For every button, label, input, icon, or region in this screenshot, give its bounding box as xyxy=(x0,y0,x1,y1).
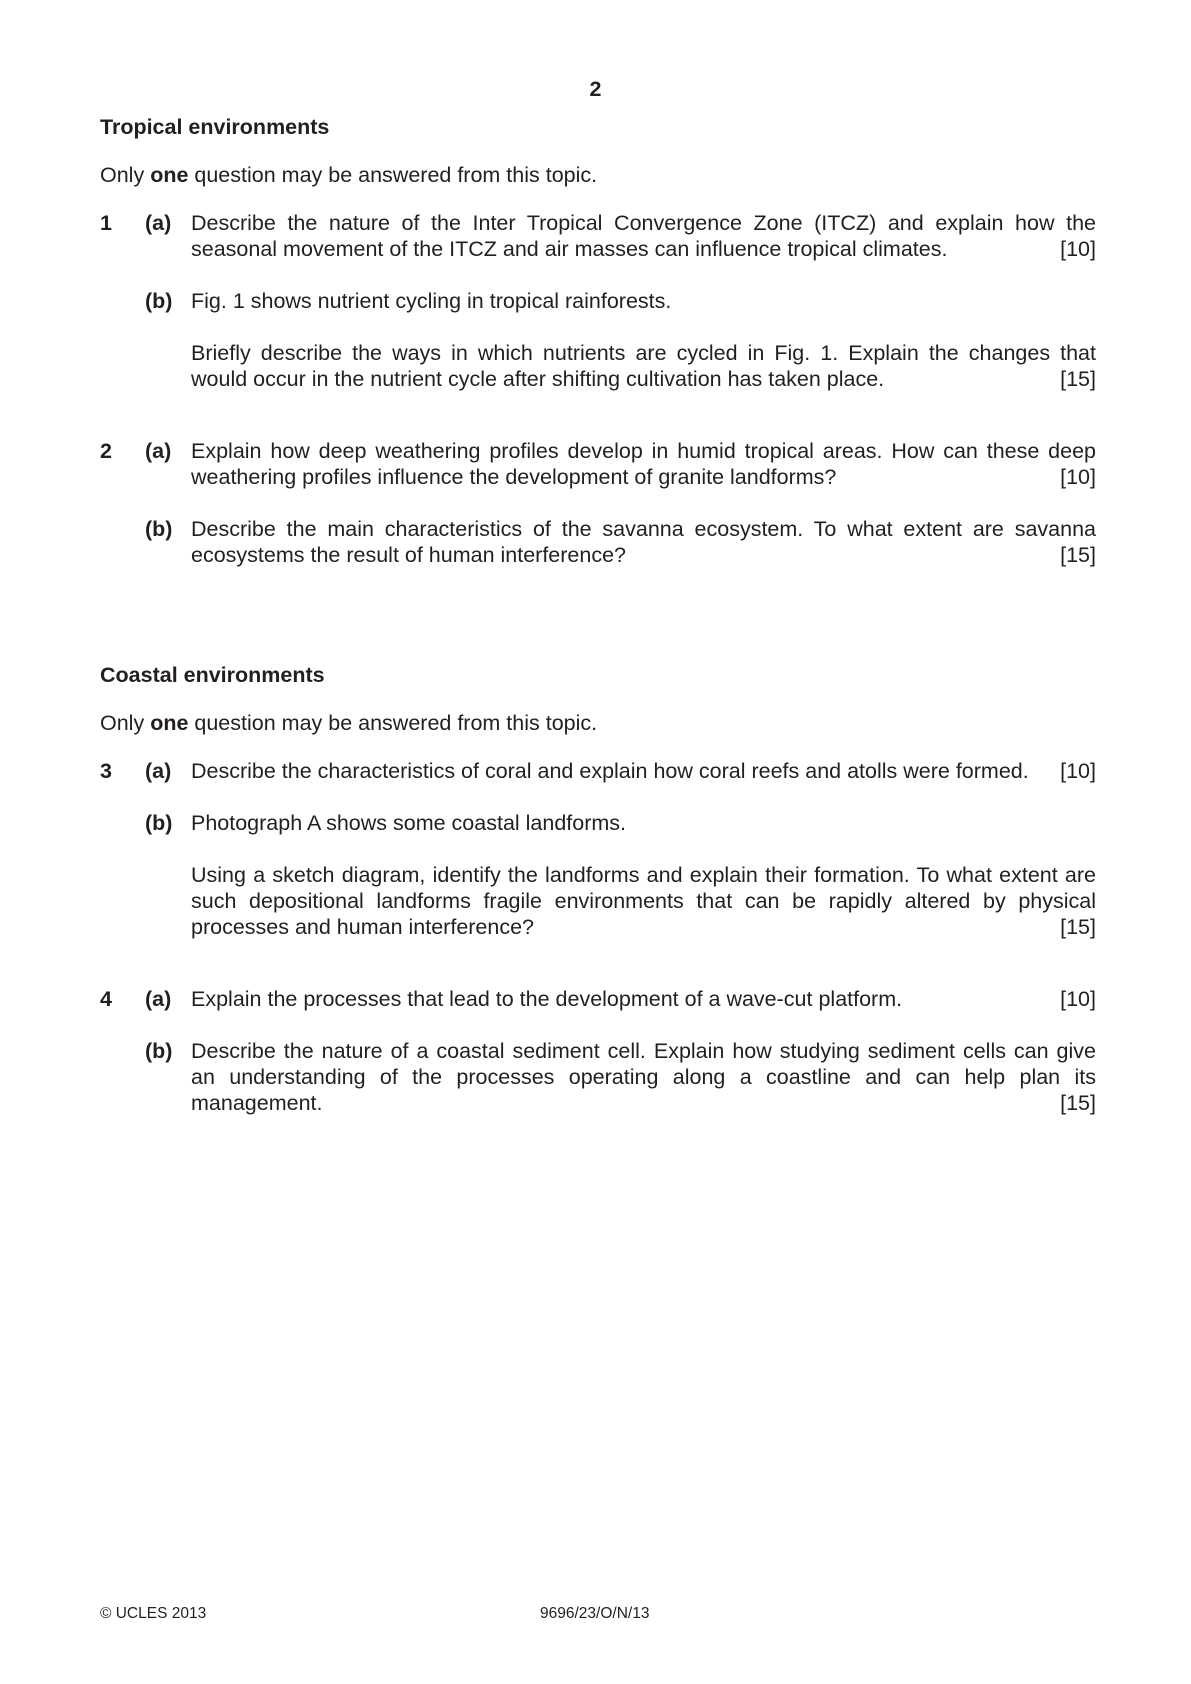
question-number: 1 xyxy=(100,211,112,235)
part-label: (b) xyxy=(145,811,173,835)
emphasis: one xyxy=(150,711,189,735)
part-text: Photograph A shows some coastal landforms. xyxy=(191,811,627,835)
question-part xyxy=(100,288,1096,392)
part-text: Describe the nature of a coastal sediment cell. Explain how studying sediment cells can give an understanding of the processes operating along a coastline and can help plan its management. [15] xyxy=(191,1039,1096,1115)
footer-paper-code: 9696/23/O/N/13 xyxy=(540,1605,650,1622)
marks: [10] xyxy=(1060,759,1096,783)
page-number: 2 xyxy=(589,77,602,101)
section-instruction: Only one question may be answered from this topic. xyxy=(100,711,598,735)
part-text: Explain how deep weathering profiles develop in humid tropical areas. How can these deep weathering profiles influence the development of granite landforms? [10] xyxy=(191,439,1096,489)
part-label: (a) xyxy=(145,211,172,235)
section-coastal xyxy=(100,662,1096,1116)
part-label: (a) xyxy=(145,439,172,463)
part-text: Briefly describe the ways in which nutrients are cycled in Fig. 1. Explain the changes that would occur in the nutrient cycle after shifting cultivation has taken place. [15] xyxy=(191,341,1096,391)
footer-copyright: © UCLES 2013 xyxy=(100,1605,207,1622)
section-instruction: Only one question may be answered from this topic. xyxy=(100,163,598,187)
part-text: Fig. 1 shows nutrient cycling in tropical rainforests. xyxy=(191,289,672,313)
part-label: (b) xyxy=(145,1039,173,1063)
question xyxy=(100,210,1096,392)
part-text: Describe the main characteristics of the savanna ecosystem. To what extent are savanna ecosystems the result of human interference? [15] xyxy=(191,517,1096,567)
section-title: Tropical environments xyxy=(100,115,330,139)
question-number: 4 xyxy=(100,987,112,1011)
question xyxy=(100,438,1096,568)
marks: [10] xyxy=(1060,465,1096,489)
question-part xyxy=(100,210,1096,262)
question-part xyxy=(100,810,1096,940)
section-title: Coastal environments xyxy=(100,663,325,687)
part-label: (b) xyxy=(145,289,173,313)
part-text: Describe the nature of the Inter Tropical Convergence Zone (ITCZ) and explain how the seasonal movement of the ITCZ and air masses can influence tropical climates. [10] xyxy=(191,211,1096,261)
section-tropical xyxy=(100,114,1096,568)
question-number: 2 xyxy=(100,439,112,463)
question-part xyxy=(100,1038,1096,1116)
question xyxy=(100,758,1096,940)
marks: [15] xyxy=(1060,543,1096,567)
part-text: Describe the characteristics of coral and explain how coral reefs and atolls were formed. [10] xyxy=(191,759,1096,783)
emphasis: one xyxy=(150,163,189,187)
question-part xyxy=(100,758,1096,784)
marks: [10] xyxy=(1060,987,1096,1011)
question-part xyxy=(100,986,1096,1012)
part-label: (a) xyxy=(145,759,172,783)
question-part xyxy=(100,516,1096,568)
part-label: (b) xyxy=(145,517,173,541)
marks: [10] xyxy=(1060,237,1096,261)
question-part xyxy=(100,438,1096,490)
part-text: Explain the processes that lead to the development of a wave-cut platform. [10] xyxy=(191,987,1096,1011)
part-text: Using a sketch diagram, identify the landforms and explain their formation. To what extent are such depositional landforms fragile environments that can be rapidly altered by physical processes and human interference? [15] xyxy=(191,863,1096,939)
part-label: (a) xyxy=(145,987,172,1011)
marks: [15] xyxy=(1060,367,1096,391)
question-number: 3 xyxy=(100,759,112,783)
marks: [15] xyxy=(1060,915,1096,939)
marks: [15] xyxy=(1060,1091,1096,1115)
question xyxy=(100,986,1096,1116)
